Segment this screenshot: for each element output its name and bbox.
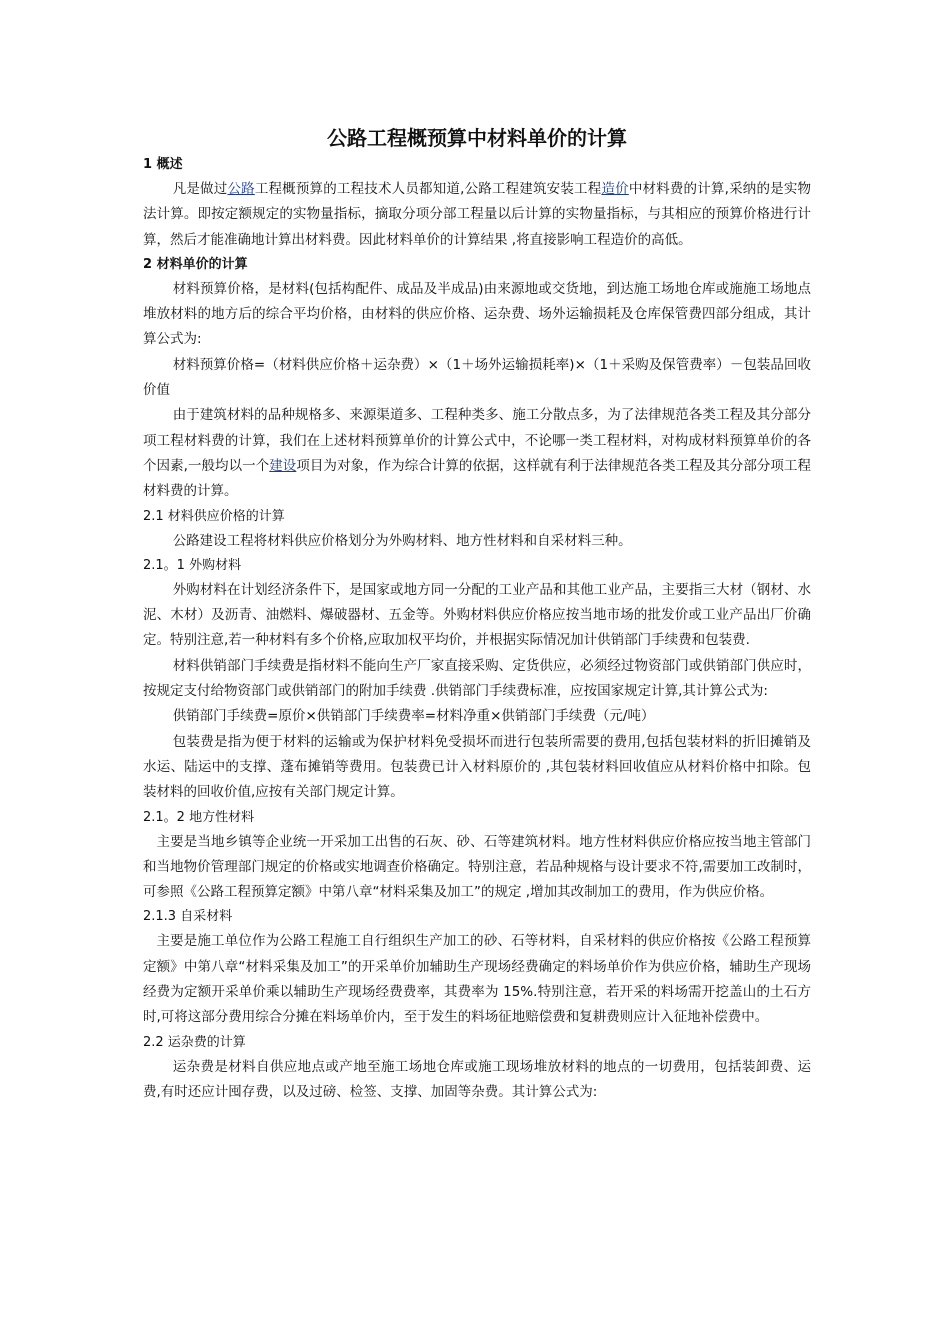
paragraph-self-mined-materials: 主要是施工单位作为公路工程施工自行组织生产加工的砂、石等材料，自采材料的供应价格按《公路工程预算定额》中第八章“材料采集及加工”的开采单价加辅助生产现场经费确定的料场单价作为供应价格，辅助生产现场经费为定额开采单价乘以辅助生产现场经费费率，其费率为 15%.特别注意，若开采的料场需开挖盖山的土石方时,可将这部分费用综合分摊在料场单价内，至于发生的料场征地赔偿费和复耕费则应计入征地补偿费中。	[143, 933, 811, 1026]
paragraph-purchased-materials: 外购材料在计划经济条件下，是国家或地方同一分配的工业产品和其他工业产品，主要指三大材（钢材、水泥、木材）及沥青、油燃料、爆破器材、五金等。外购材料供应价格应按当地市场的批发价或工业产品出厂价确定。特别注意,若一种材料有多个价格,应取加权平均价，并根据实际情况加计供销部门手续费和包装费.	[143, 581, 811, 649]
text-run: 工程概预算的工程技术人员都知道,公路工程建筑安装工程	[254, 181, 602, 197]
document-body	[143, 124, 811, 1105]
heading-transport-fee: 2.2 运杂费的计算	[143, 1034, 246, 1050]
paragraph-handling-fee: 材料供销部门手续费是指材料不能向生产厂家直接采购、定货供应，必须经过物资部门或供销部门供应时，按规定支付给物资部门或供销部门的附加手续费 .供销部门手续费标准，应按国家规定计算,其计算公式为:	[143, 657, 811, 700]
formula-handling-fee: 供销部门手续费=原价×供销部门手续费率=材料净重×供销部门手续费（元/吨）	[172, 708, 655, 725]
paragraph-local-materials: 主要是当地乡镇等企业统一开采加工出售的石灰、砂、石等建筑材料。地方性材料供应价格应按当地主管部门和当地物价管理部门规定的价格或实地调查价格确定。特别注意，若品种规格与设计要求不符,需要加工改制时，可参照《公路工程预算定额》中第八章“材料采集及加工”的规定 ,增加其改制加工的费用，作为供应价格。	[143, 833, 811, 901]
formula-material-budget-price: 材料预算价格=（材料供应价格＋运杂费）×（1＋场外运输损耗率)×（1＋采购及保管费率）－包装品回收价值	[143, 356, 811, 399]
text-run: 凡是做过	[172, 181, 228, 197]
heading-overview: 1 概述	[143, 157, 183, 172]
paragraph-supply-price: 公路建设工程将材料供应价格划分为外购材料、地方性材料和自采材料三种。	[172, 532, 632, 549]
paragraph-material-price-definition: 材料预算价格，是材料(包括构配件、成品及半成品)由来源地或交货地，到达施工场地仓库或施施工场地点堆放材料的地方后的综合平均价格，由材料的供应价格、运杂费、场外运输损耗及仓库保管费四部分组成，其计算公式为:	[143, 280, 811, 348]
document-title: 公路工程概预算中材料单价的计算	[327, 126, 627, 150]
heading-local-materials: 2.1。2 地方性材料	[143, 809, 255, 825]
paragraph-material-price-standard	[143, 403, 811, 504]
link-construction[interactable]: 建设	[269, 457, 297, 474]
heading-supply-price: 2.1 材料供应价格的计算	[143, 508, 285, 524]
paragraph-packaging-fee: 包装费是指为便于材料的运输或为保护材料免受损坏而进行包装所需要的费用,包括包装材料的折旧摊销及水运、陆运中的支撑、蓬布摊销等费用。包装费已计入材料原价的 ,其包装材料回收值应从材料价格中扣除。包装材料的回收价值,应按有关部门规定计算。	[143, 733, 811, 801]
paragraph-overview	[143, 177, 811, 253]
link-highway[interactable]: 公路	[227, 181, 255, 197]
paragraph-transport-fee: 运杂费是材料自供应地点或产地至施工场地仓库或施工现场堆放材料的地点的一切费用，包括装卸费、运费,有时还应计囤存费，以及过磅、检签、支撑、加固等杂费。其计算公式为:	[143, 1058, 811, 1100]
text-run: 中材料费的计算,采纳的是实物法计算。即按定额规定的实物量指标，摘取分项分部工程量以后计算的实物量指标，与其相应的预算价格进行计算，然后才能准确地计算出材料费。因此材料单价的计算结果 ,将直接影响工程造价的高低。	[143, 181, 812, 248]
text-run: 由于建筑材料的品种规格多、来源渠道多、工程种类多、施工分散点多，为了法律规范各类工程及其分部分项工程材料费的计算，我们在上述材料预算单价的计算公式中，不论哪一类工程材料，对构成材料预算单价的各个因素,一般均以一个	[143, 407, 811, 474]
text-run: 项目为对象，作为综合计算的依据，这样就有利于法律规范各类工程及其分部分项工程材料费的计算。	[143, 457, 812, 500]
heading-material-price: 2 材料单价的计算	[143, 256, 248, 272]
link-cost[interactable]: 造价	[601, 181, 629, 197]
heading-purchased-materials: 2.1。1 外购材料	[143, 557, 242, 573]
heading-self-mined-materials: 2.1.3 自采材料	[143, 909, 233, 925]
